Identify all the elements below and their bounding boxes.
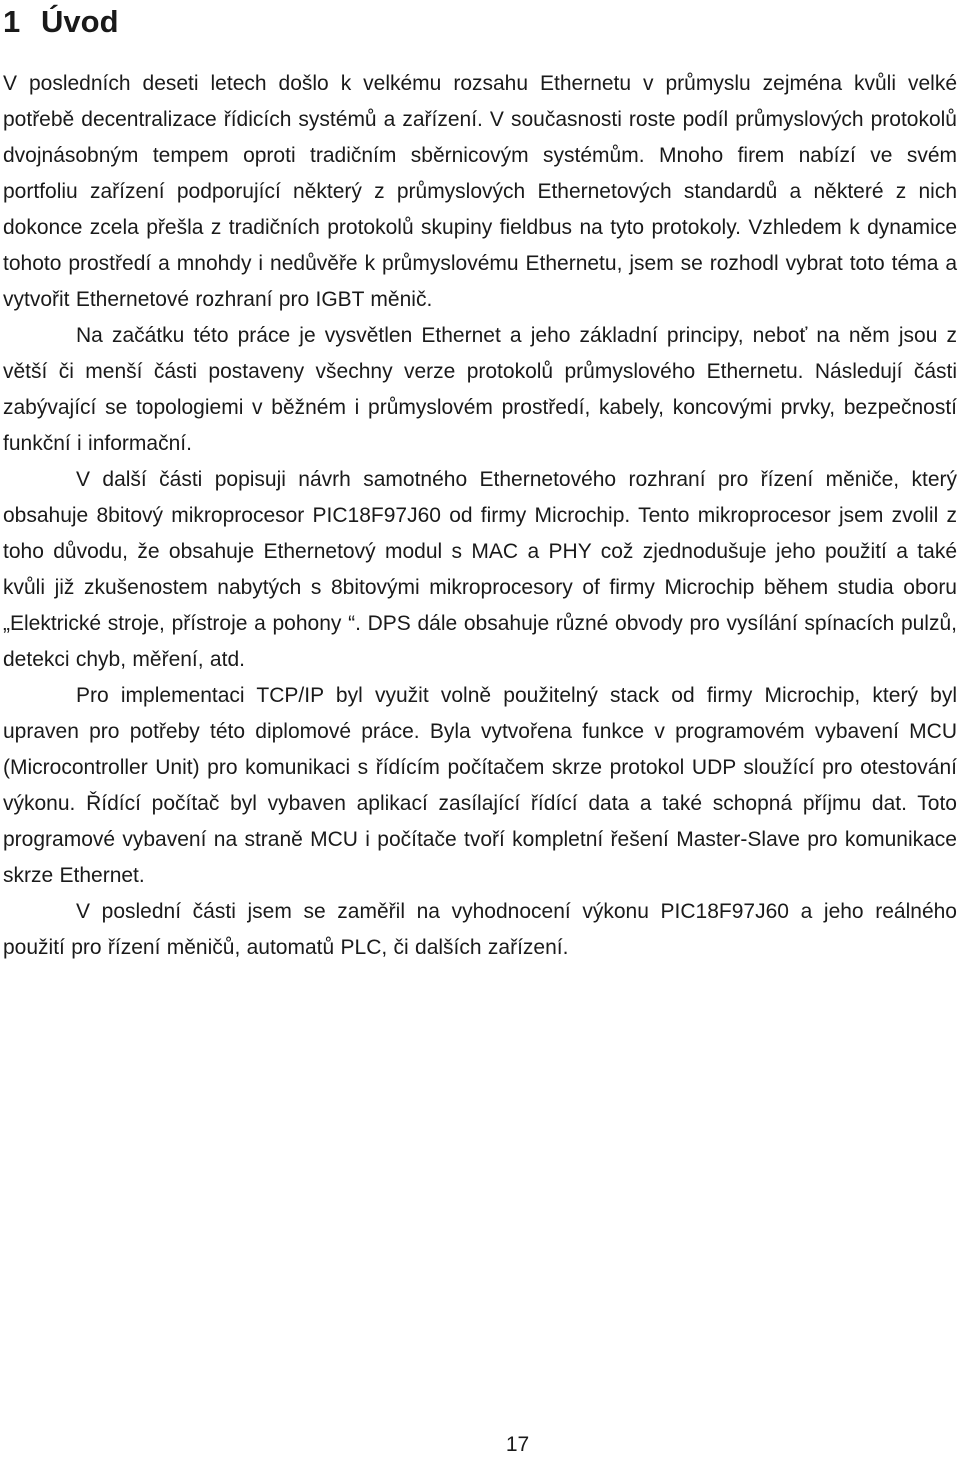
chapter-body <box>3 66 957 966</box>
paragraph: V další části popisuji návrh samotného Ethernetového rozhraní pro řízení měniče, který obsahuje 8bitový mikroprocesor PIC18F97J60 od firmy Microchip. Tento mikroprocesor jsem zvolil z toho důvodu, že obsahuje Ethernetový modul s MAC a PHY což zjednodušuje jeho použití a také kvůli již zkušenostem nabytých s 8bitovými mikroprocesory of firmy Microchip během studia oboru „Elektrické stroje, přístroje a pohony “. DPS dále obsahuje různé obvody pro vysílání spínacích pulzů, detekci chyb, měření, atd. <box>3 468 957 671</box>
paragraph: V poslední části jsem se zaměřil na vyhodnocení výkonu PIC18F97J60 a jeho reálného použití pro řízení měničů, automatů PLC, či dalších zařízení. <box>3 900 957 959</box>
page-number: 17 <box>505 1433 530 1456</box>
chapter-number: 1 <box>3 4 21 39</box>
chapter-title: Úvod <box>41 4 119 39</box>
paragraph: V posledních deseti letech došlo k velkému rozsahu Ethernetu v průmyslu zejména kvůli velké potřebě decentralizace řídicích systémů a zařízení. V současnosti roste podíl průmyslových protokolů dvojnásobným tempem oproti tradičním sběrnicovým systémům. Mnoho firem nabízí ve svém portfoliu zařízení podporující některý z průmyslových Ethernetových standardů a některé z nich dokonce zcela přešla z tradičních protokolů skupiny fieldbus na tyto protokoly. Vzhledem k dynamice tohoto prostředí a mnohdy i nedůvěře k průmyslovému Ethernetu, jsem se rozhodl vybrat toto téma a vytvořit Ethernetové rozhraní pro IGBT měnič. <box>3 72 957 311</box>
paragraph: Na začátku této práce je vysvětlen Ethernet a jeho základní principy, neboť na něm jsou z větší či menší části postaveny všechny verze protokolů průmyslového Ethernetu. Následují části zabývající se topologiemi v běžném i průmyslovém prostředí, kabely, koncovými prvky, bezpečností funkční i informační. <box>3 324 957 455</box>
paragraph: Pro implementaci TCP/IP byl využit volně použitelný stack od firmy Microchip, který byl upraven pro potřeby této diplomové práce. Byla vytvořena funkce v programovém vybavení MCU (Microcontroller Unit) pro komunikaci s řídícím počítačem skrze protokol UDP sloužící pro otestování výkonu. Řídící počítač byl vybaven aplikací zasílající řídící data a také schopná příjmu dat. Toto programové vybavení na straně MCU i počítače tvoří kompletní řešení Master-Slave pro komunikace skrze Ethernet. <box>3 684 957 887</box>
chapter-heading <box>3 2 119 42</box>
